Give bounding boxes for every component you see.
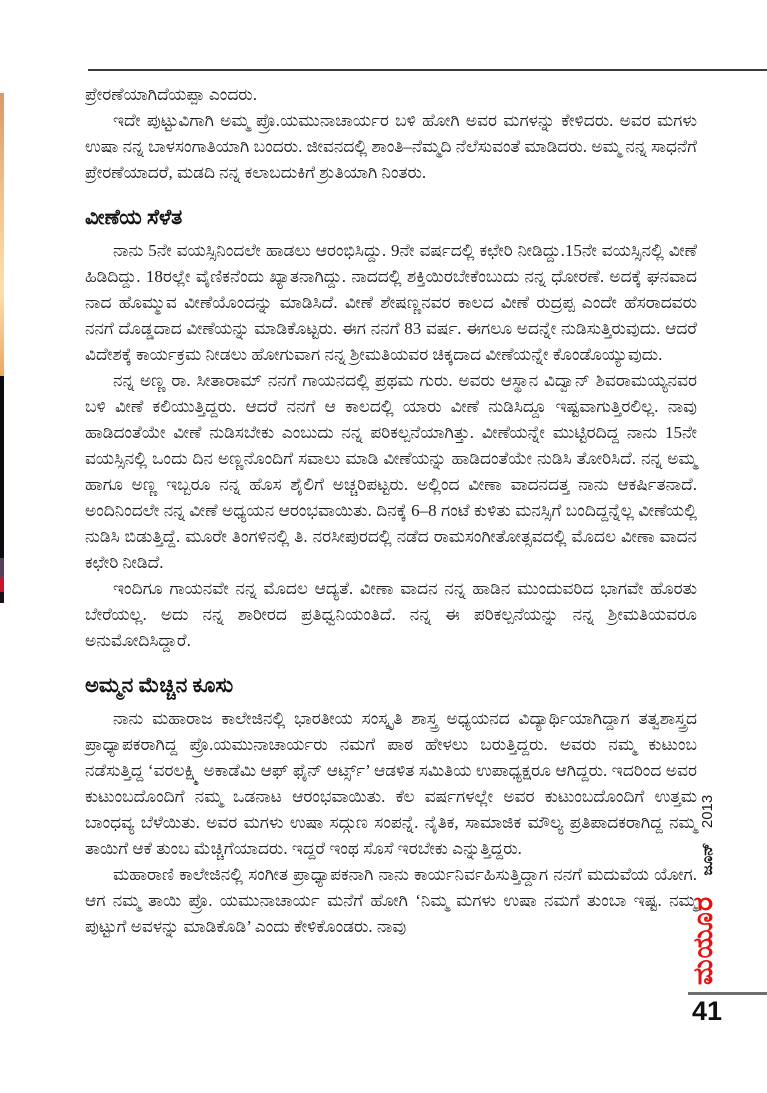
article-paragraph: ನಾನು 5ನೇ ವಯಸ್ಸಿನಿಂದಲೇ ಹಾಡಲು ಆರಂಭಿಸಿದ್ದು. 9ನೇ ವರ್ಷದಲ್ಲಿ ಕಛೇರಿ ನೀಡಿದ್ದು.15ನೇ ವಯಸ್ಸಿನಲ್ಲಿ ವೀಣೆ ಹಿಡಿದಿದ್ದು. 18ರಲ್ಲೇ ವೈಣಿಕನೆಂದು ಖ್ಯಾತನಾಗಿದ್ದು. ನಾದದಲ್ಲಿ ಶಕ್ತಿಯಿರಬೇಕೆಂಬುದು ನನ್ನ ಧೋರಣೆ. ಅದಕ್ಕೆ ಘನವಾದ ನಾದ ಹೊಮ್ಮುವ ವೀಣೆಯೊಂದನ್ನು ಮಾಡಿಸಿದೆ. ವೀಣೆ ಶೇಷಣ್ಣನವರ ಕಾಲದ ವೀಣೆ ರುದ್ರಪ್ಪ ಎಂದೇ ಹೆಸರಾದವರು ನನಗೆ ದೊಡ್ಡದಾದ ವೀಣೆಯನ್ನು ಮಾಡಿಕೊಟ್ಟರು. ಈಗ ನನಗೆ 83 ವರ್ಷ. ಈಗಲೂ ಅದನ್ನೇ ನುಡಿಸುತ್ತಿರುವುದು. ಆದರೆ ವಿದೇಶಕ್ಕೆ ಕಾರ್ಯಕ್ರಮ ನೀಡಲು ಹೋಗುವಾಗ ನನ್ನ ಶ್ರೀಮತಿಯವರ ಚಿಕ್ಕದಾದ ವೀಣೆಯನ್ನೇ ಕೊಂಡೊಯ್ಯುವುದು.: [85, 241, 697, 364]
edge-strip-segment: [0, 592, 4, 603]
article-paragraph: ಪ್ರೇರಣೆಯಾಗಿದೆಯಪ್ಪಾ ಎಂದರು.: [85, 85, 257, 104]
section-heading: ವೀಣೆಯ ಸೆಳೆತ: [85, 205, 183, 229]
edge-strip-segment: [0, 558, 4, 577]
section-heading: ಅಮ್ಮನ ಮೆಚ್ಚಿನ ಕೂಸು: [85, 673, 234, 697]
masthead-title: ಮಯೂರ: [688, 895, 718, 985]
top-divider-rule: [88, 69, 767, 71]
masthead-year: 2013: [699, 794, 716, 829]
article-paragraph: ನನ್ನ ಅಣ್ಣ ರಾ. ಸೀತಾರಾಮ್ ನನಗೆ ಗಾಯನದಲ್ಲಿ ಪ್ರಥಮ ಗುರು. ಅವರು ಆಸ್ಥಾನ ವಿದ್ವಾನ್ ಶಿವರಾಮಯ್ಯನವರ ಬಳಿ ವೀಣೆ ಕಲಿಯುತ್ತಿದ್ದರು. ಆದರೆ ನನಗೆ ಆ ಕಾಲದಲ್ಲಿ ಯಾರು ವೀಣೆ ನುಡಿಸಿದ್ದೂ ಇಷ್ಟವಾಗುತ್ತಿರಲಿಲ್ಲ. ನಾವು ಹಾಡಿದಂತೆಯೇ ವೀಣೆ ನುಡಿಸಬೇಕು ಎಂಬುದು ನನ್ನ ಪರಿಕಲ್ಪನೆಯಾಗಿತ್ತು. ವೀಣೆಯನ್ನೇ ಮುಟ್ಟಿರದಿದ್ದ ನಾನು 15ನೇ ವಯಸ್ಸಿನಲ್ಲಿ ಒಂದು ದಿನ ಅಣ್ಣನೊಂದಿಗೆ ಸವಾಲು ಮಾಡಿ ವೀಣೆಯನ್ನು ಹಾಡಿದಂತೆಯೇ ನುಡಿಸಿ ತೋರಿಸಿದೆ. ನನ್ನ ಅಮ್ಮ ಹಾಗೂ ಅಣ್ಣ ಇಬ್ಬರೂ ನನ್ನ ಹೊಸ ಶೈಲಿಗೆ ಅಚ್ಚರಿಪಟ್ಟರು. ಅಲ್ಲಿಂದ ವೀಣಾ ವಾದನದತ್ತ ನಾನು ಆಕರ್ಷಿತನಾದೆ. ಅಂದಿನಿಂದಲೇ ನನ್ನ ವೀಣೆ ಅಧ್ಯಯನ ಆರಂಭವಾಯಿತು. ದಿನಕ್ಕೆ 6–8 ಗಂಟೆ ಕುಳಿತು ಮನಸ್ಸಿಗೆ ಬಂದಿದ್ದನ್ನೆಲ್ಲ ವೀಣೆಯಲ್ಲಿ ನುಡಿಸಿ ಬಿಡುತ್ತಿದ್ದೆ. ಮೂರೇ ತಿಂಗಳಿನಲ್ಲಿ ತಿ. ನರಸೀಪುರದಲ್ಲಿ ನಡೆದ ರಾಮಸಂಗೀತೋತ್ಸವದಲ್ಲಿ ಮೊದಲ ವೀಣಾ ವಾದನ ಕಛೇರಿ ನೀಡಿದೆ.: [85, 371, 697, 572]
edge-strip-segment: [0, 376, 4, 558]
scan-edge-strip: [0, 0, 4, 1093]
article-paragraph: ಮಹಾರಾಣಿ ಕಾಲೇಜಿನಲ್ಲಿ ಸಂಗೀತ ಪ್ರಾಧ್ಯಾಪಕನಾಗಿ ನಾನು ಕಾರ್ಯನಿರ್ವಹಿಸುತ್ತಿದ್ದಾಗ ನನಗೆ ಮದುವೆಯ ಯೋಗ. ಆಗ ನಮ್ಮ ತಾಯಿ ಪ್ರೊ. ಯಮುನಾಚಾರ್ಯ ಮನೆಗೆ ಹೋಗಿ ‘ನಿಮ್ಮ ಮಗಳು ಉಷಾ ನಮಗೆ ತುಂಬಾ ಇಷ್ಟ. ನಮ್ಮ ಪುಟ್ಟುಗೆ ಅವಳನ್ನು ಮಾಡಿಕೊಡಿ’ ಎಂದು ಕೇಳಿಕೊಂಡರು. ನಾವು: [85, 865, 697, 936]
article-paragraph: ಇಂದಿಗೂ ಗಾಯನವೇ ನನ್ನ ಮೊದಲ ಆದ್ಯತೆ. ವೀಣಾ ವಾದನ ನನ್ನ ಹಾಡಿನ ಮುಂದುವರಿದ ಭಾಗವೇ ಹೊರತು ಬೇರೆಯಲ್ಲ. ಅದು ನನ್ನ ಶಾರೀರದ ಪ್ರತಿಧ್ವನಿಯಂತಿದೆ. ನನ್ನ ಈ ಪರಿಕಲ್ಪನೆಯನ್ನು ನನ್ನ ಶ್ರೀಮತಿಯವರೂ ಅನುಮೋದಿಸಿದ್ದಾರೆ.: [85, 579, 697, 650]
article-body: [85, 82, 697, 940]
magazine-masthead: [688, 795, 720, 993]
masthead-month: ಜೂನ್: [699, 842, 716, 876]
edge-strip-segment: [0, 93, 4, 376]
page-number: 41: [692, 996, 723, 1026]
article-paragraph: ನಾನು ಮಹಾರಾಜ ಕಾಲೇಜಿನಲ್ಲಿ ಭಾರತೀಯ ಸಂಸ್ಕೃತಿ ಶಾಸ್ತ್ರ ಅಧ್ಯಯನದ ವಿದ್ಯಾರ್ಥಿಯಾಗಿದ್ದಾಗ ತತ್ವಶಾಸ್ತ್ರದ ಪ್ರಾಧ್ಯಾಪಕರಾಗಿದ್ದ ಪ್ರೊ.ಯಮುನಾಚಾರ್ಯರು ನಮಗೆ ಪಾಠ ಹೇಳಲು ಬರುತ್ತಿದ್ದರು. ಅವರು ನಮ್ಮ ಕುಟುಂಬ ನಡೆಸುತ್ತಿದ್ದ ‘ವರಲಕ್ಷ್ಮಿ ಅಕಾಡೆಮಿ ಆಫ್ ಫೈನ್ ಆರ್ಟ್ಸ್’ ಆಡಳಿತ ಸಮಿತಿಯ ಉಪಾಧ್ಯಕ್ಷರೂ ಆಗಿದ್ದರು. ಇದರಿಂದ ಅವರ ಕುಟುಂಬದೊಂದಿಗೆ ನಮ್ಮ ಒಡನಾಟ ಆರಂಭವಾಯಿತು. ಕೆಲ ವರ್ಷಗಳಲ್ಲೇ ಅವರ ಕುಟುಂಬದೊಂದಿಗೆ ಉತ್ತಮ ಬಾಂಧವ್ಯ ಬೆಳೆಯಿತು. ಅವರ ಮಗಳು ಉಷಾ ಸದ್ಗುಣ ಸಂಪನ್ನೆ. ನೈತಿಕ, ಸಾಮಾಜಿಕ ಮೌಲ್ಯ ಪ್ರತಿಪಾದಕರಾಗಿದ್ದ ನಮ್ಮ ತಾಯಿಗೆ ಆಕೆ ತುಂಬ ಮೆಚ್ಚಿಗೆಯಾದರು. ಇದ್ದರೆ ಇಂಥ ಸೊಸೆ ಇರಬೇಕು ಎನ್ನುತ್ತಿದ್ದರು.: [85, 709, 697, 858]
article-paragraph: ಇದೇ ಪುಟ್ಟುವಿಗಾಗಿ ಅಮ್ಮ ಪ್ರೊ.ಯಮುನಾಚಾರ್ಯರ ಬಳಿ ಹೋಗಿ ಅವರ ಮಗಳನ್ನು ಕೇಳಿದರು. ಅವರ ಮಗಳು ಉಷಾ ನನ್ನ ಬಾಳಸಂಗಾತಿಯಾಗಿ ಬಂದರು. ಜೀವನದಲ್ಲಿ ಶಾಂತಿ–ನೆಮ್ಮದಿ ನೆಲೆಸುವಂತೆ ಮಾಡಿದರು. ಅಮ್ಮ ನನ್ನ ಸಾಧನೆಗೆ ಪ್ರೇರಣೆಯಾದರೆ, ಮಡದಿ ನನ್ನ ಕಲಾಬದುಕಿಗೆ ಶ್ರುತಿಯಾಗಿ ನಿಂತರು.: [85, 111, 697, 182]
page-number-rule: [688, 992, 767, 995]
edge-strip-segment: [0, 577, 4, 592]
